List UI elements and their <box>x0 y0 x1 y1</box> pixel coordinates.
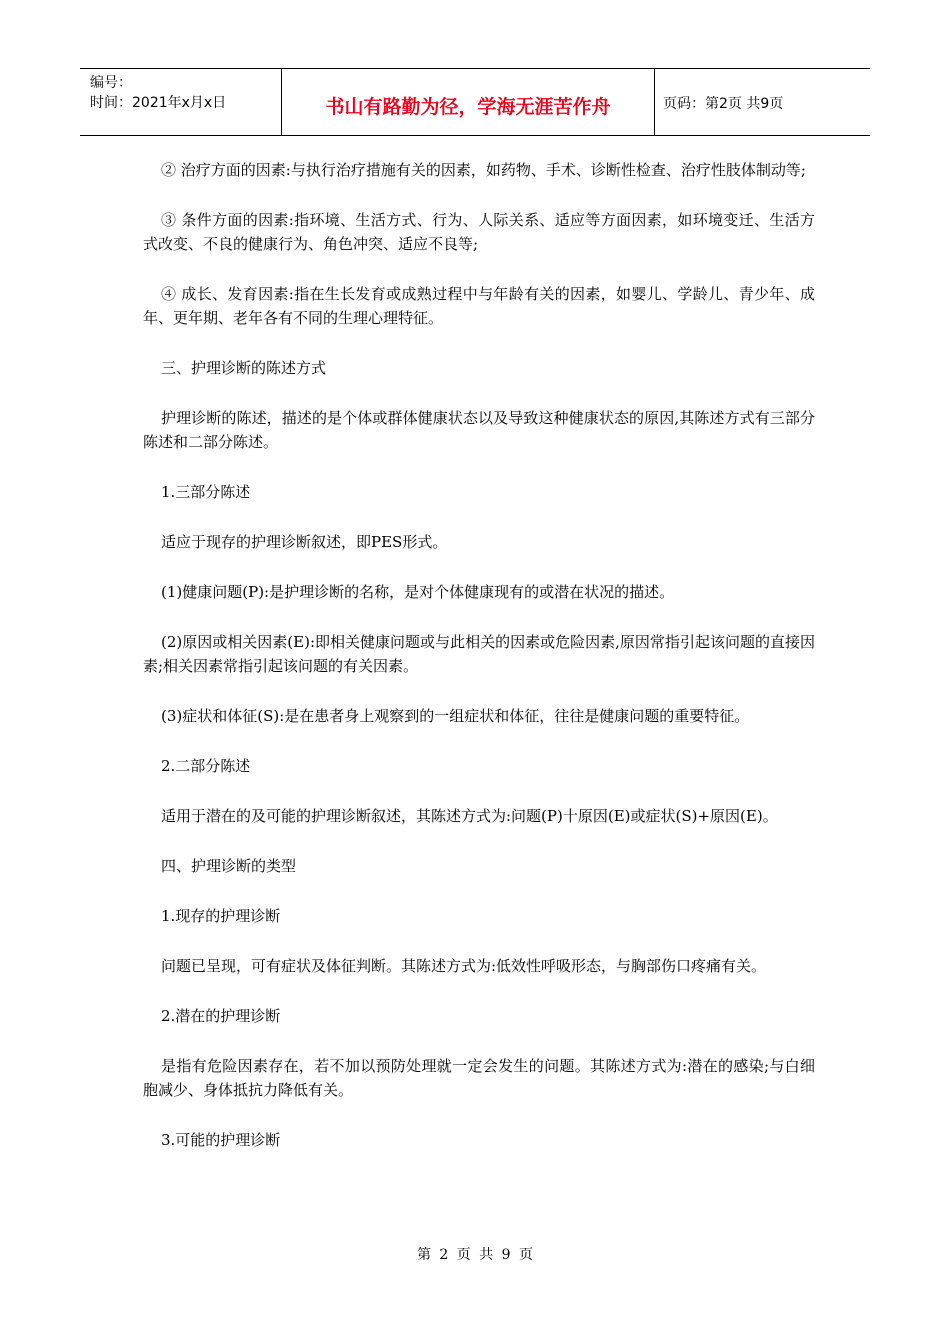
paragraph: ③ 条件方面的因素:指环境、生活方式、行为、人际关系、适应等方面因素，如环境变迁、生活方式改变、不良的健康行为、角色冲突、适应不良等; <box>143 211 815 253</box>
subsection-heading: 2.潜在的护理诊断 <box>161 1007 281 1025</box>
page-footer: 第 2 页 共 9 页 <box>416 1247 534 1263</box>
section-heading: 三、护理诊断的陈述方式 <box>161 359 327 377</box>
paragraph: (1)健康问题(P):是护理诊断的名称，是对个体健康现有的或潜在状况的描述。 <box>161 583 675 601</box>
header-page-label: 页码：第2页 共9页 <box>663 96 784 112</box>
subsection-heading: 2.二部分陈述 <box>161 757 251 775</box>
subsection-heading: 3.可能的护理诊断 <box>161 1131 281 1149</box>
paragraph: 适应于现存的护理诊断叙述，即PES形式。 <box>161 533 448 551</box>
document-body <box>143 158 815 1152</box>
serial-label: 编号： <box>90 75 132 91</box>
paragraph: 问题已呈现，可有症状及体征判断。其陈述方式为:低效性呼吸形态，与胸部伤口疼痛有关。 <box>161 957 767 975</box>
paragraph: 适用于潜在的及可能的护理诊断叙述，其陈述方式为:问题(P)十原因(E)或症状(S)+原因(E)。 <box>161 807 778 825</box>
paragraph: ④ 成长、发育因素:指在生长发育或成熟过程中与年龄有关的因素，如婴儿、学龄儿、青少年、成年、更年期、老年各有不同的生理心理特征。 <box>143 285 815 327</box>
paragraph: 是指有危险因素存在，若不加以预防处理就一定会发生的问题。其陈述方式为:潜在的感染;与白细胞减少、身体抵抗力降低有关。 <box>143 1057 815 1099</box>
header-motto: 书山有路勤为径，学海无涯苦作舟 <box>282 69 655 135</box>
paragraph: (2)原因或相关因素(E):即相关健康问题或与此相关的因素或危险因素,原因常指引起该问题的直接因素;相关因素常指引起该问题的有关因素。 <box>143 633 815 675</box>
paragraph: 护理诊断的陈述，描述的是个体或群体健康状态以及导致这种健康状态的原因,其陈述方式有三部分陈述和二部分陈述。 <box>143 409 815 451</box>
subsection-heading: 1.现存的护理诊断 <box>161 907 281 925</box>
paragraph: (3)症状和体征(S):是在患者身上观察到的一组症状和体征，往往是健康问题的重要特征。 <box>161 707 750 725</box>
subsection-heading: 1.三部分陈述 <box>161 483 251 501</box>
paragraph: ② 治疗方面的因素:与执行治疗措施有关的因素，如药物、手术、诊断性检查、治疗性肢体制动等; <box>161 161 806 179</box>
time-label: 时间：2021年x月x日 <box>90 95 227 111</box>
section-heading: 四、护理诊断的类型 <box>161 857 297 875</box>
page-header <box>80 68 870 136</box>
header-meta <box>80 69 282 135</box>
